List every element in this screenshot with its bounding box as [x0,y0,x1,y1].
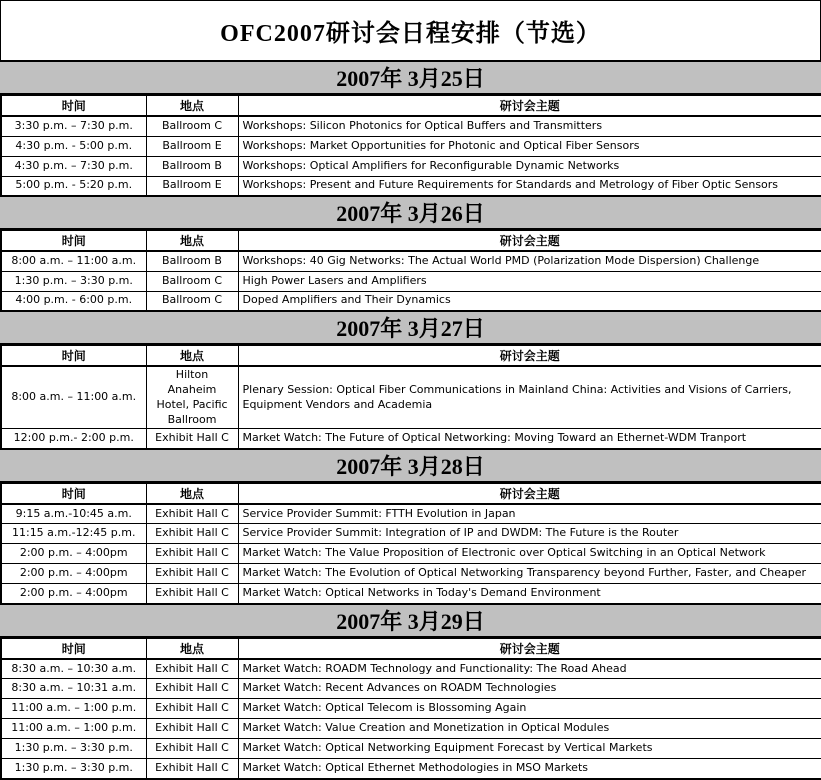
topic-cell: Market Watch: Optical Ethernet Methodologies in MSO Markets [238,759,821,779]
table-row [1,524,821,544]
table-row [1,699,821,719]
location-cell: Hilton Anaheim Hotel, Pacific Ballroom [146,366,238,429]
schedule-table [0,483,821,605]
topic-cell: Market Watch: The Evolution of Optical Networking Transparency beyond Further, Faster, and Cheaper [238,564,821,584]
topic-cell: Doped Amplifiers and Their Dynamics [238,291,821,311]
time-cell: 2:00 p.m. – 4:00pm [1,544,146,564]
column-header-location: 地点 [146,96,238,117]
table-row [1,759,821,779]
table-row [1,291,821,311]
location-cell: Exhibit Hall C [146,429,238,449]
table-row [1,366,821,429]
location-cell: Ballroom B [146,251,238,271]
topic-cell: Workshops: Present and Future Requirements for Standards and Metrology of Fiber Optic Sensors [238,176,821,196]
time-cell: 8:00 a.m. – 11:00 a.m. [1,251,146,271]
time-cell: 8:00 a.m. – 11:00 a.m. [1,366,146,429]
table-header-row [1,231,821,252]
location-cell: Ballroom B [146,156,238,176]
column-header-time: 时间 [1,231,146,252]
schedule-table [0,638,821,780]
date-header: 2007年 3月27日 [0,312,821,345]
time-cell: 1:30 p.m. – 3:30 p.m. [1,739,146,759]
topic-cell: Market Watch: Value Creation and Monetization in Optical Modules [238,719,821,739]
topic-cell: Market Watch: The Value Proposition of Electronic over Optical Switching in an Optical Network [238,544,821,564]
location-cell: Ballroom C [146,291,238,311]
location-cell: Ballroom C [146,271,238,291]
time-cell: 1:30 p.m. – 3:30 p.m. [1,271,146,291]
location-cell: Ballroom E [146,176,238,196]
time-cell: 8:30 a.m. – 10:30 a.m. [1,659,146,679]
table-row [1,429,821,449]
document-title-box [0,0,821,62]
date-header: 2007年 3月25日 [0,62,821,95]
table-row [1,116,821,136]
column-header-location: 地点 [146,231,238,252]
location-cell: Exhibit Hall C [146,719,238,739]
column-header-time: 时间 [1,346,146,367]
column-header-topic: 研讨会主题 [238,346,821,367]
topic-cell: Market Watch: The Future of Optical Networking: Moving Toward an Ethernet-WDM Tranport [238,429,821,449]
location-cell: Exhibit Hall C [146,699,238,719]
location-cell: Exhibit Hall C [146,759,238,779]
table-row [1,176,821,196]
table-row [1,739,821,759]
time-cell: 4:00 p.m. - 6:00 p.m. [1,291,146,311]
table-row [1,271,821,291]
table-row [1,504,821,524]
column-header-time: 时间 [1,483,146,504]
table-row [1,719,821,739]
location-cell: Ballroom C [146,116,238,136]
location-cell: Exhibit Hall C [146,564,238,584]
schedule-sections [0,62,820,780]
topic-cell: Workshops: Silicon Photonics for Optical Buffers and Transmitters [238,116,821,136]
column-header-topic: 研讨会主题 [238,231,821,252]
page-title: OFC2007研讨会日程安排（节选） [220,21,601,47]
topic-cell: Market Watch: Optical Networks in Today's Demand Environment [238,584,821,604]
date-header: 2007年 3月26日 [0,197,821,230]
column-header-time: 时间 [1,638,146,659]
table-row [1,156,821,176]
column-header-topic: 研讨会主题 [238,96,821,117]
column-header-location: 地点 [146,483,238,504]
time-cell: 11:00 a.m. – 1:00 p.m. [1,719,146,739]
topic-cell: Service Provider Summit: Integration of IP and DWDM: The Future is the Router [238,524,821,544]
table-row [1,544,821,564]
schedule-table [0,95,821,197]
location-cell: Exhibit Hall C [146,659,238,679]
topic-cell: Market Watch: Optical Networking Equipment Forecast by Vertical Markets [238,739,821,759]
time-cell: 2:00 p.m. – 4:00pm [1,564,146,584]
table-header-row [1,638,821,659]
table-row [1,584,821,604]
topic-cell: Plenary Session: Optical Fiber Communications in Mainland China: Activities and Visions of Carriers, Equipment Vendors and Academia [238,366,821,429]
table-row [1,659,821,679]
topic-cell: High Power Lasers and Amplifiers [238,271,821,291]
time-cell: 3:30 p.m. – 7:30 p.m. [1,116,146,136]
time-cell: 8:30 a.m. – 10:31 a.m. [1,679,146,699]
table-header-row [1,96,821,117]
column-header-topic: 研讨会主题 [238,638,821,659]
column-header-time: 时间 [1,96,146,117]
topic-cell: Service Provider Summit: FTTH Evolution in Japan [238,504,821,524]
date-header: 2007年 3月28日 [0,450,821,483]
time-cell: 5:00 p.m. - 5:20 p.m. [1,176,146,196]
column-header-topic: 研讨会主题 [238,483,821,504]
time-cell: 11:15 a.m.-12:45 p.m. [1,524,146,544]
location-cell: Exhibit Hall C [146,544,238,564]
location-cell: Exhibit Hall C [146,504,238,524]
table-header-row [1,346,821,367]
schedule-table [0,230,821,312]
table-header-row [1,483,821,504]
date-header: 2007年 3月29日 [0,605,821,638]
table-row [1,564,821,584]
column-header-location: 地点 [146,346,238,367]
topic-cell: Workshops: Market Opportunities for Photonic and Optical Fiber Sensors [238,136,821,156]
topic-cell: Market Watch: Optical Telecom is Blossoming Again [238,699,821,719]
table-row [1,251,821,271]
time-cell: 4:30 p.m. - 5:00 p.m. [1,136,146,156]
column-header-location: 地点 [146,638,238,659]
time-cell: 2:00 p.m. – 4:00pm [1,584,146,604]
time-cell: 11:00 a.m. – 1:00 p.m. [1,699,146,719]
time-cell: 4:30 p.m. – 7:30 p.m. [1,156,146,176]
time-cell: 9:15 a.m.-10:45 a.m. [1,504,146,524]
location-cell: Exhibit Hall C [146,524,238,544]
time-cell: 1:30 p.m. – 3:30 p.m. [1,759,146,779]
topic-cell: Workshops: 40 Gig Networks: The Actual World PMD (Polarization Mode Dispersion) Challenge [238,251,821,271]
topic-cell: Workshops: Optical Amplifiers for Reconfigurable Dynamic Networks [238,156,821,176]
location-cell: Exhibit Hall C [146,679,238,699]
location-cell: Exhibit Hall C [146,584,238,604]
location-cell: Ballroom E [146,136,238,156]
table-row [1,679,821,699]
topic-cell: Market Watch: ROADM Technology and Functionality: The Road Ahead [238,659,821,679]
schedule-table [0,345,821,450]
table-row [1,136,821,156]
location-cell: Exhibit Hall C [146,739,238,759]
time-cell: 12:00 p.m.- 2:00 p.m. [1,429,146,449]
topic-cell: Market Watch: Recent Advances on ROADM Technologies [238,679,821,699]
